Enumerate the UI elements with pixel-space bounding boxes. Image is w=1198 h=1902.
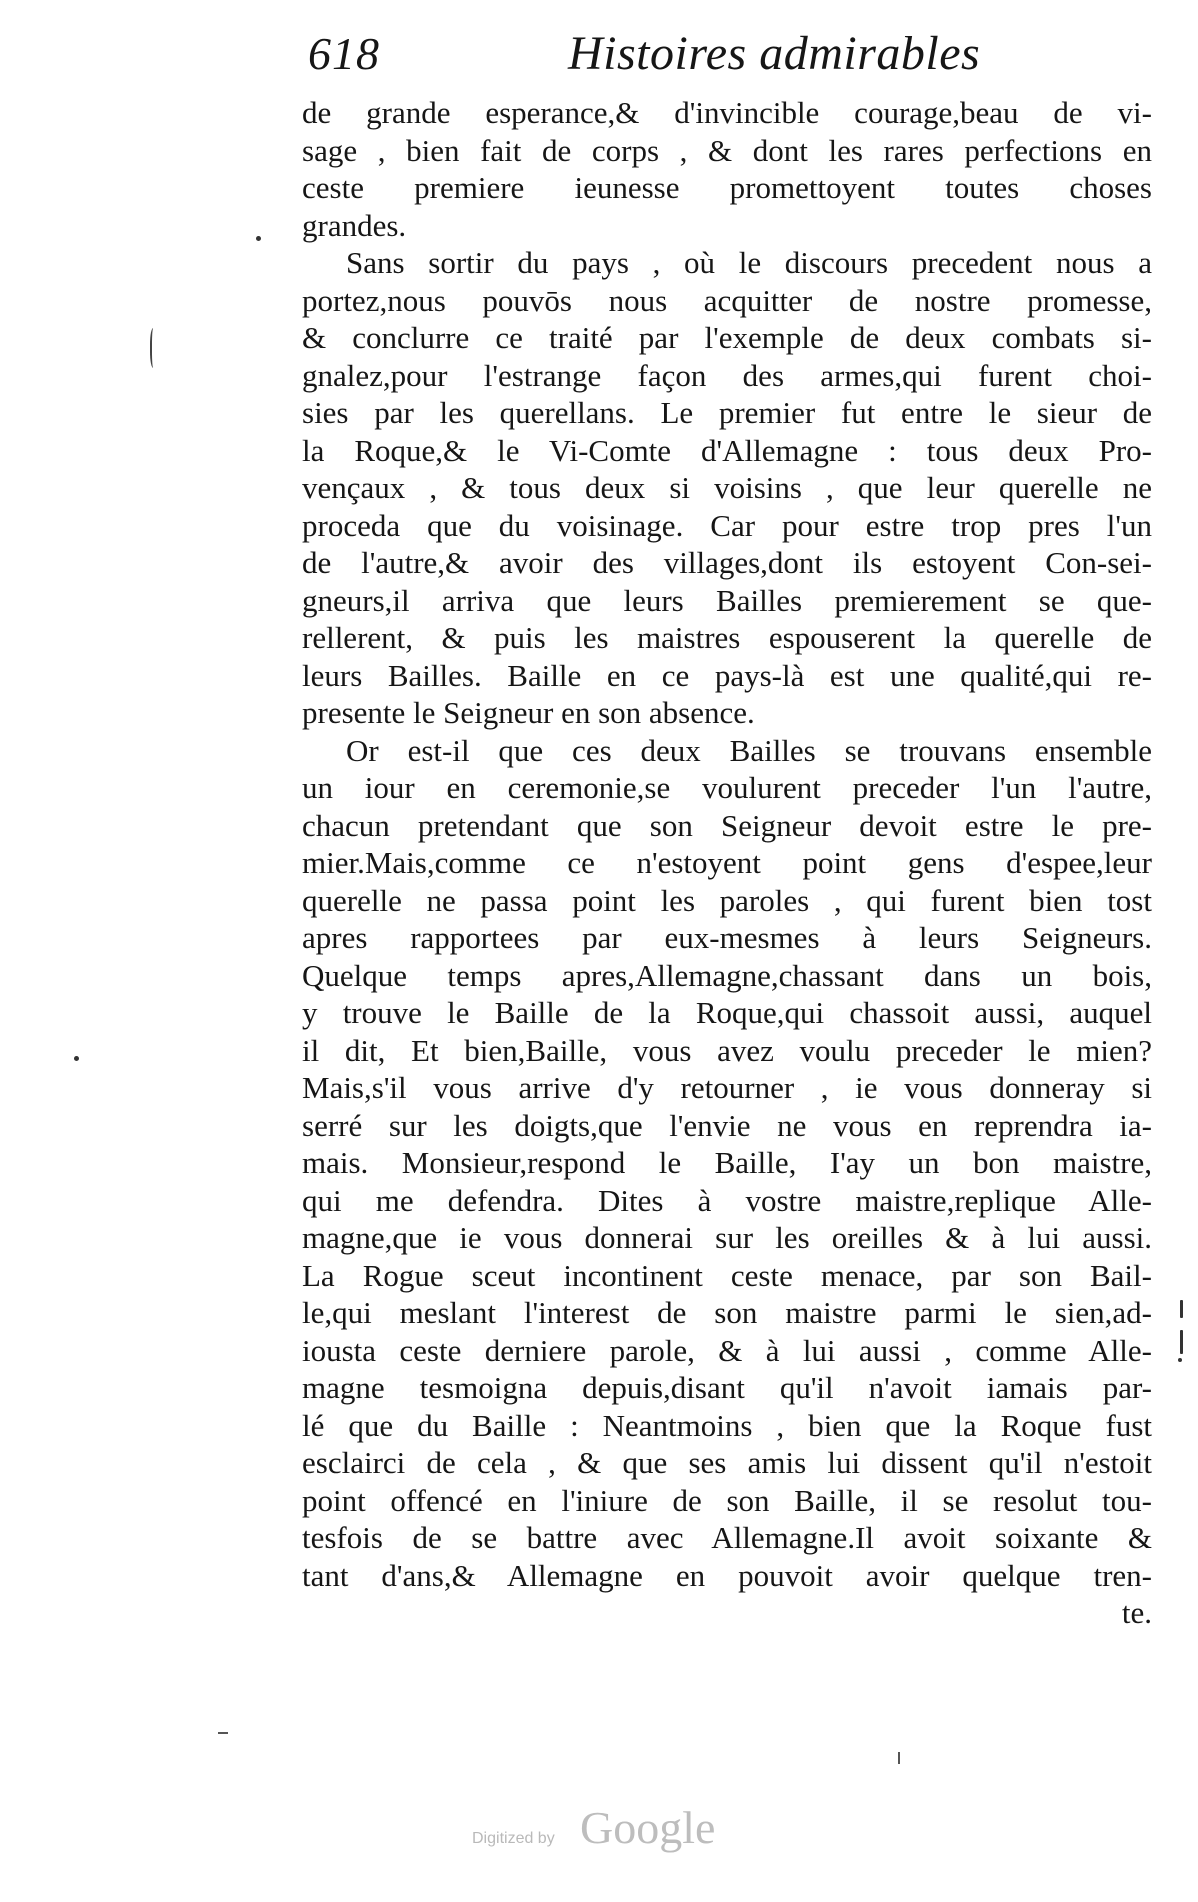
- scan-speck: [1180, 1300, 1183, 1318]
- text-line: iousta ceste derniere parole, & à lui aussi , comme Alle-: [302, 1332, 1152, 1368]
- text-line: gneurs,il arriva que leurs Bailles premierement se que-: [302, 582, 1152, 618]
- text-line: magne,que ie vous donnerai sur les oreilles & à lui aussi.: [302, 1220, 1152, 1255]
- text-line: Quelque temps apres,Allemagne,chassant dans un bois,: [302, 957, 1152, 993]
- text-line: presente le Seigneur en son absence.: [302, 695, 755, 730]
- catchword: te.: [1121, 1595, 1152, 1630]
- text-line: Mais,s'il vous arrive d'y retourner , ie vous donneray si: [302, 1070, 1152, 1105]
- text-line: grandes.: [302, 207, 407, 243]
- text-line: sage , bien fait de corps , & dont les rares perfections en: [302, 132, 1152, 168]
- text-line: mais. Monsieur,respond le Baille, I'ay un bon maistre,: [302, 1145, 1152, 1180]
- scan-stroke: [150, 328, 158, 368]
- digitized-watermark: [472, 1800, 732, 1860]
- text-line: qui me defendra. Dites à vostre maistre,replique Alle-: [302, 1182, 1152, 1218]
- text-line: esclairci de cela , & que ses amis lui dissent qu'il n'estoit: [302, 1445, 1152, 1480]
- text-line: sies par les querellans. Le premier fut entre le sieur de: [302, 395, 1152, 430]
- text-line: tesfois de se battre avec Allemagne.Il avoit soixante &: [302, 1520, 1152, 1555]
- page-number: 618: [308, 28, 380, 79]
- text-line: querelle ne passa point les paroles , qui furent bien tost: [302, 882, 1152, 918]
- scan-speck: [1178, 1358, 1182, 1362]
- text-line: leurs Bailles. Baille en ce pays-là est une qualité,qui re-: [302, 657, 1152, 693]
- text-line: ceste premiere ieunesse promettoyent toutes choses: [302, 170, 1152, 205]
- text-line: gnalez,pour l'estrange façon des armes,qui furent choi-: [302, 357, 1152, 393]
- google-logo: Google: [580, 1802, 716, 1853]
- digitized-by-text: Digitized by: [472, 1830, 555, 1847]
- paragraph-start-line: Or est-il que ces deux Bailles se trouvans ensemble: [346, 732, 1152, 768]
- paragraph-start-line: Sans sortir du pays , où le discours precedent nous a: [346, 245, 1152, 280]
- scan-speck: [1180, 1330, 1183, 1354]
- text-line: proceda que du voisinage. Car pour estre trop pres l'un: [302, 507, 1152, 543]
- text-line: de grande esperance,& d'invincible courage,beau de vi-: [302, 95, 1152, 130]
- text-line: magne tesmoigna depuis,disant qu'il n'avoit iamais par-: [302, 1370, 1152, 1405]
- text-line: rellerent, & puis les maistres espouserent la querelle de: [302, 620, 1152, 655]
- text-line: point offencé en l'iniure de son Baille, il se resolut tou-: [302, 1482, 1152, 1518]
- text-line: le,qui meslant l'interest de son maistre parmi le sien,ad-: [302, 1295, 1152, 1330]
- running-title: Histoires admirables: [568, 27, 981, 80]
- body-text: [302, 94, 1152, 1632]
- scan-speck: [74, 1056, 79, 1061]
- text-line: & conclurre ce traité par l'exemple de deux combats si-: [302, 320, 1152, 355]
- text-line: la Roque,& le Vi-Comte d'Allemagne : tous deux Pro-: [302, 432, 1152, 468]
- text-line: La Rogue sceut incontinent ceste menace, par son Bail-: [302, 1257, 1152, 1293]
- scan-dash: [218, 1732, 228, 1734]
- text-line: lé que du Baille : Neantmoins , bien que la Roque fust: [302, 1407, 1152, 1443]
- text-line: de l'autre,& avoir des villages,dont ils estoyent Con-sei-: [302, 545, 1152, 580]
- text-line: il dit, Et bien,Baille, vous avez voulu preceder le mien?: [302, 1032, 1152, 1068]
- scan-speck: [256, 236, 261, 241]
- text-line: vençaux , & tous deux si voisins , que leur querelle ne: [302, 470, 1152, 505]
- text-line: mier.Mais,comme ce n'estoyent point gens d'espee,leur: [302, 845, 1152, 880]
- text-line: apres rapportees par eux-mesmes à leurs Seigneurs.: [302, 920, 1152, 955]
- text-line: portez,nous pouvōs nous acquitter de nostre promesse,: [302, 282, 1152, 318]
- text-line: tant d'ans,& Allemagne en pouvoit avoir quelque tren-: [302, 1557, 1152, 1593]
- scan-dash: [898, 1752, 900, 1764]
- page-header: [300, 18, 982, 90]
- text-line: y trouve le Baille de la Roque,qui chassoit aussi, auquel: [302, 995, 1152, 1030]
- text-line: serré sur les doigts,que l'envie ne vous en reprendra ia-: [302, 1107, 1152, 1143]
- text-line: un iour en ceremonie,se voulurent preceder l'un l'autre,: [302, 770, 1152, 805]
- text-line: chacun pretendant que son Seigneur devoit estre le pre-: [302, 807, 1152, 843]
